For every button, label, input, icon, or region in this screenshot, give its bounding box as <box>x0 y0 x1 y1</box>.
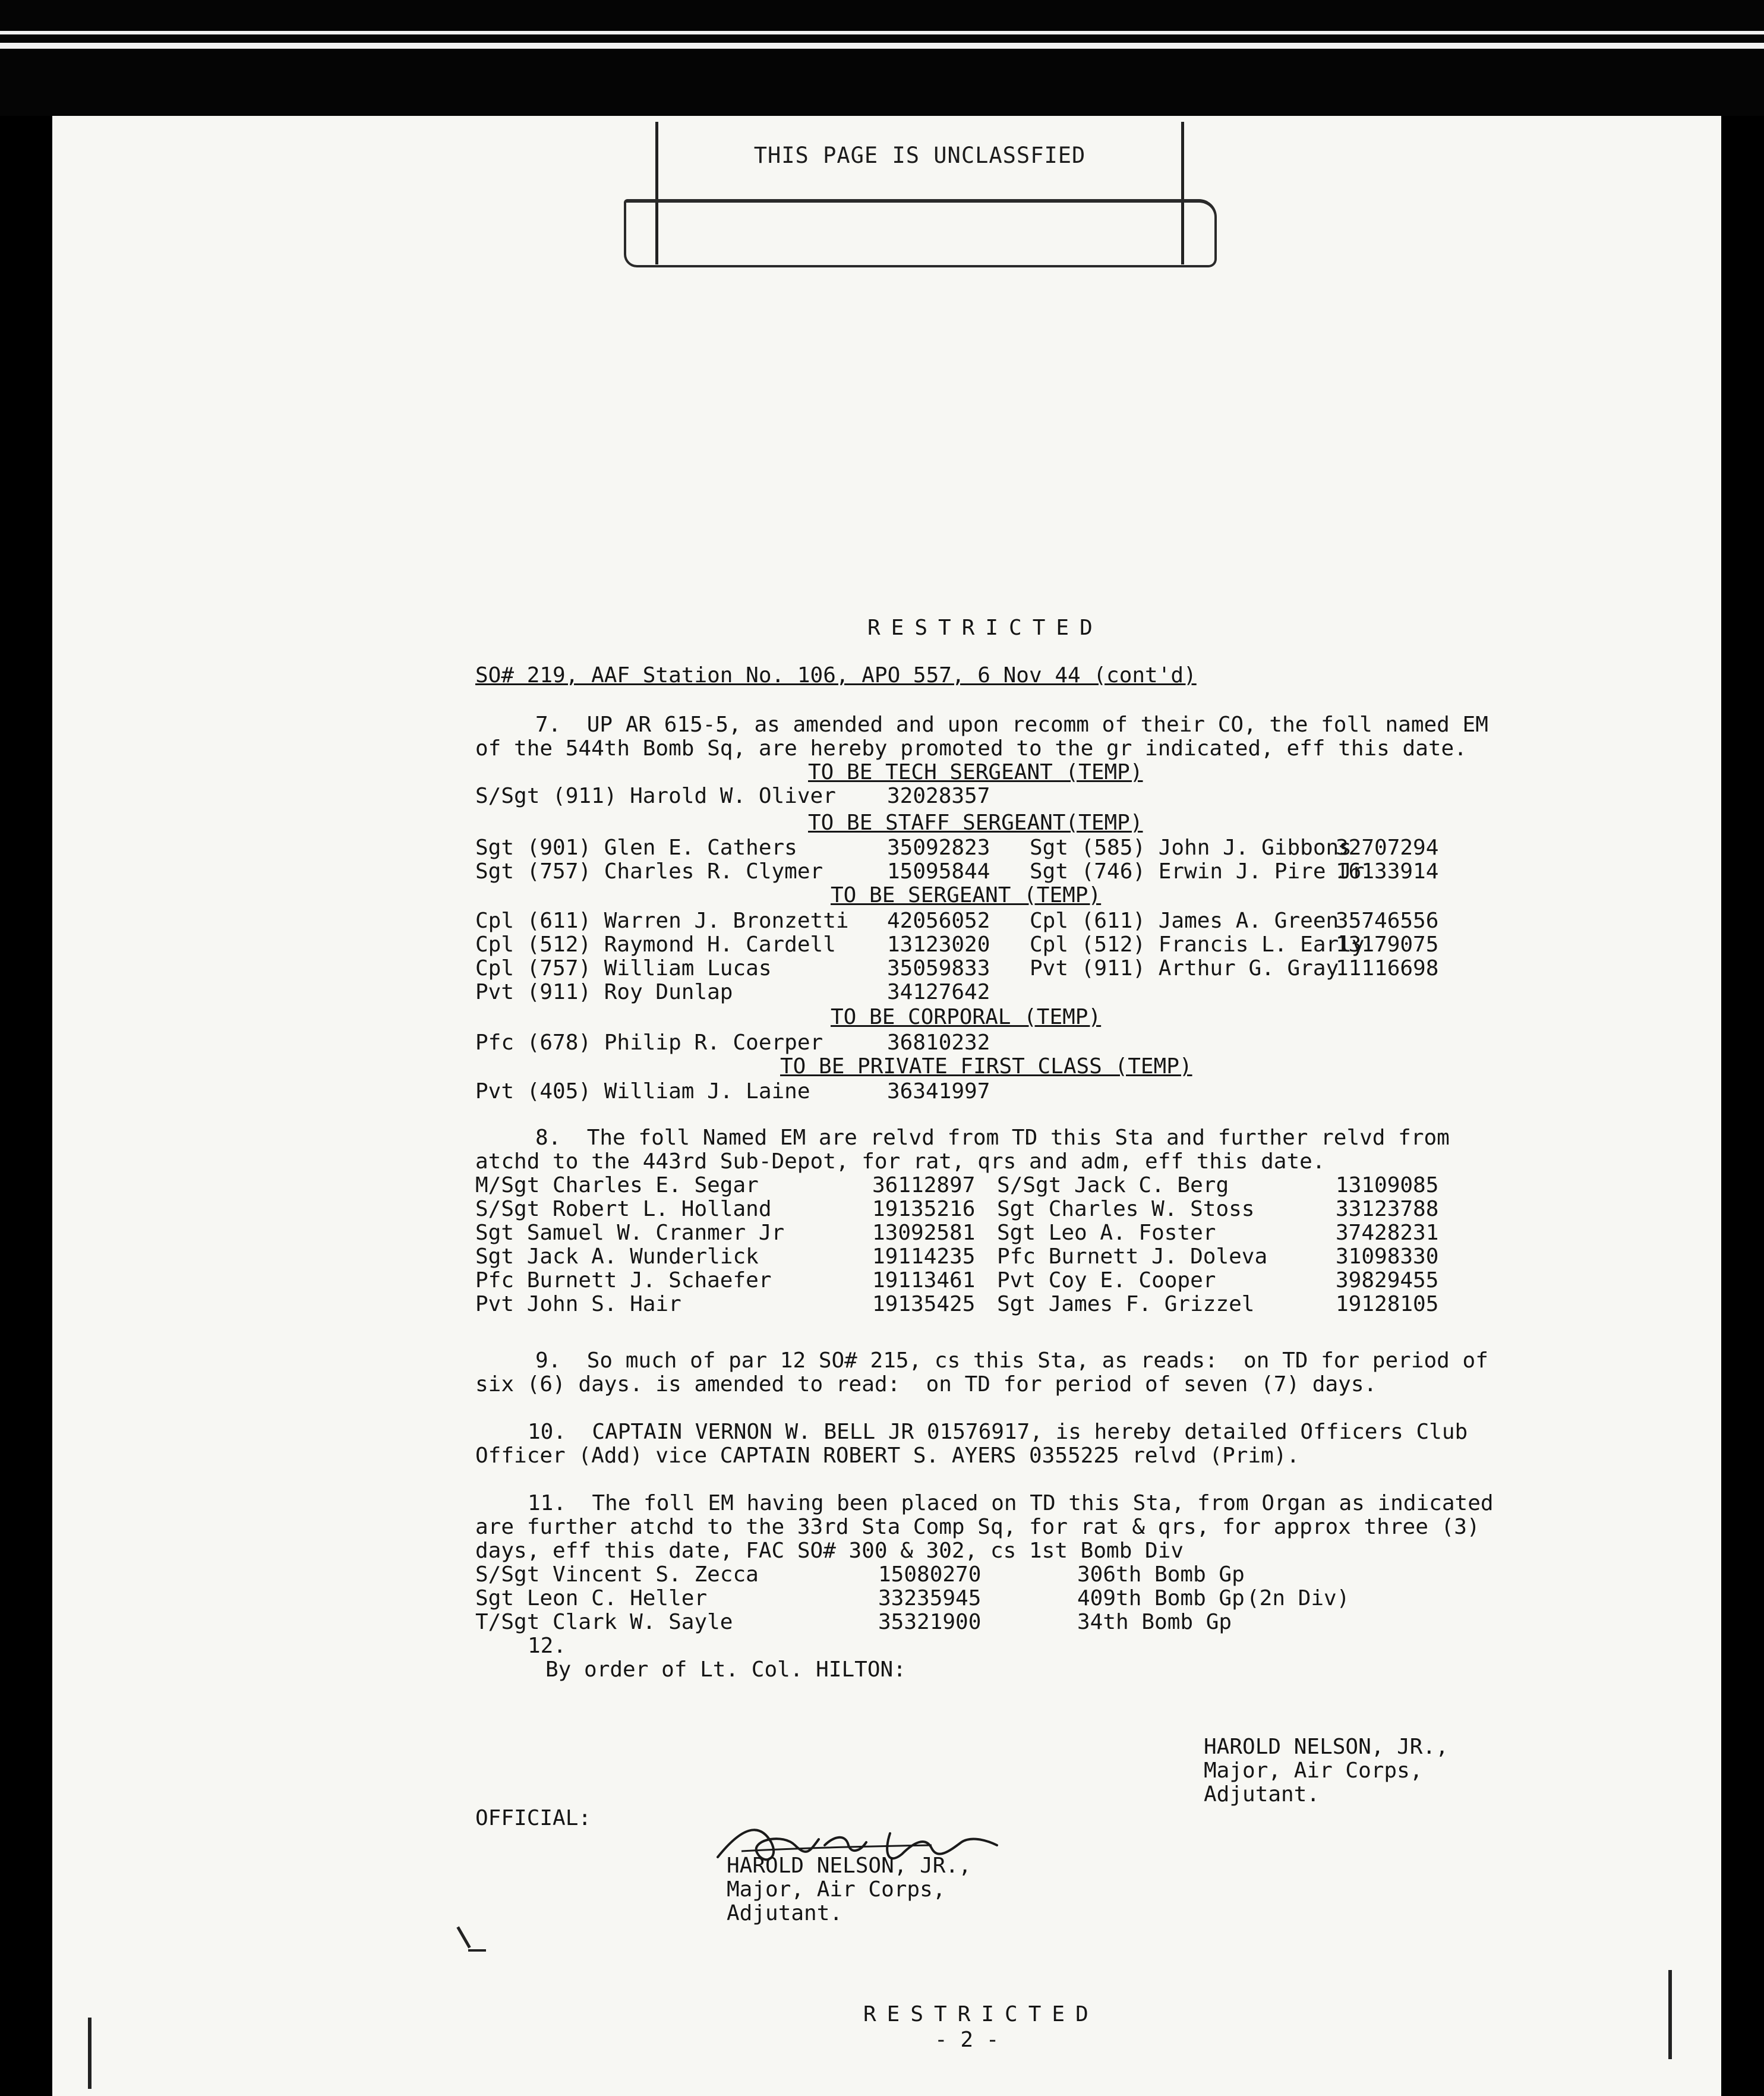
classification-footer: RESTRICTED <box>863 2002 1099 2026</box>
serial-number: 19135216 <box>872 1197 976 1221</box>
document-page <box>52 116 1721 2096</box>
promotion-name: Cpl (611) James A. Green <box>1030 909 1339 933</box>
roster-name: Sgt Samuel W. Cranmer Jr <box>475 1221 785 1245</box>
serial-number: 32707294 <box>1336 836 1439 860</box>
order-line: SO# 219, AAF Station No. 106, APO 557, 6 Nov 44 (cont'd) <box>475 663 1197 688</box>
section-heading: TO BE STAFF SERGEANT(TEMP) <box>808 811 1143 835</box>
para-8-line: 8. The foll Named EM are relvd from TD this Sta and further relvd from <box>535 1126 1450 1150</box>
serial-number: 33235945 <box>878 1586 982 1610</box>
roster-name: Pfc Burnett J. Schaefer <box>475 1268 772 1293</box>
roster-name: Pvt John S. Hair <box>475 1292 681 1316</box>
promotion-name: Sgt (746) Erwin J. Pire Jr <box>1030 859 1365 884</box>
serial-number: 32028357 <box>887 784 990 808</box>
roster-name: S/Sgt Robert L. Holland <box>475 1197 772 1221</box>
stamp-frame <box>624 199 1217 267</box>
promotion-name: Sgt (901) Glen E. Cathers <box>475 836 797 860</box>
stamp-label: THIS PAGE IS UNCLASSFIED <box>753 143 1086 168</box>
scan-artifact <box>1668 1970 1672 2059</box>
serial-number: 42056052 <box>887 909 990 933</box>
promotion-name: Pfc (678) Philip R. Coerper <box>475 1030 823 1055</box>
roster-name: Sgt Leo A. Foster <box>997 1221 1216 1245</box>
promotion-name: Cpl (757) William Lucas <box>475 956 772 981</box>
serial-number: 36810232 <box>887 1030 990 1055</box>
official-label: OFFICIAL: <box>475 1806 592 1830</box>
para-9-line: six (6) days. is amended to read: on TD for period of seven (7) days. <box>475 1372 1377 1397</box>
official-line: Adjutant. <box>727 1901 843 1925</box>
serial-number: 13179075 <box>1336 932 1439 957</box>
serial-number: 13123020 <box>887 932 990 957</box>
para-8-line: atchd to the 443rd Sub-Depot, for rat, qrs and adm, eff this date. <box>475 1149 1326 1174</box>
section-heading: TO BE CORPORAL (TEMP) <box>831 1005 1102 1029</box>
roster-name: Sgt James F. Grizzel <box>997 1292 1255 1316</box>
para-11-line: 11. The foll EM having been placed on TD this Sta, from Organ as indicated <box>528 1491 1494 1515</box>
roster-name: Pvt Coy E. Cooper <box>997 1268 1216 1293</box>
unclassified-stamp <box>655 122 1184 264</box>
official-line: HAROLD NELSON, JR., <box>727 1854 971 1878</box>
promotion-name: Cpl (611) Warren J. Bronzetti <box>475 909 849 933</box>
serial-number: 13109085 <box>1336 1173 1439 1197</box>
official-line: Major, Air Corps, <box>727 1877 946 1902</box>
serial-number: 35746556 <box>1336 909 1439 933</box>
scan-artifact <box>456 1926 471 1948</box>
page-number: - 2 - <box>935 2028 999 2052</box>
unit-name: 34th Bomb Gp <box>1077 1610 1232 1634</box>
signature-line: HAROLD NELSON, JR., <box>1204 1735 1449 1759</box>
serial-number: 39829455 <box>1336 1268 1439 1293</box>
roster-name: S/Sgt Vincent S. Zecca <box>475 1562 759 1587</box>
serial-number: 35092823 <box>887 836 990 860</box>
unit-name: 409th Bomb Gp <box>1077 1586 1245 1610</box>
para-9-line: 9. So much of par 12 SO# 215, cs this Sta, as reads: on TD for period of <box>535 1348 1488 1373</box>
promotion-name: S/Sgt (911) Harold W. Oliver <box>475 784 836 808</box>
roster-name: Sgt Charles W. Stoss <box>997 1197 1255 1221</box>
serial-number: 19135425 <box>872 1292 976 1316</box>
para-11-line: days, eff this date, FAC SO# 300 & 302, cs 1st Bomb Div <box>475 1539 1184 1563</box>
roster-name: T/Sgt Clark W. Sayle <box>475 1610 733 1634</box>
promotion-name: Pvt (911) Roy Dunlap <box>475 980 733 1004</box>
scan-top-border <box>0 0 1764 116</box>
section-heading: TO BE SERGEANT (TEMP) <box>831 883 1102 907</box>
section-heading: TO BE TECH SERGEANT (TEMP) <box>808 760 1143 784</box>
signature-line: Major, Air Corps, <box>1204 1758 1423 1783</box>
signature-line: Adjutant. <box>1204 1782 1320 1807</box>
roster-name: Sgt Leon C. Heller <box>475 1586 708 1610</box>
promotion-name: Pvt (405) William J. Laine <box>475 1079 810 1104</box>
serial-number: 15095844 <box>887 859 990 884</box>
classification-header: RESTRICTED <box>867 616 1103 640</box>
roster-name: Sgt Jack A. Wunderlick <box>475 1244 759 1269</box>
serial-number: 16133914 <box>1336 859 1439 884</box>
serial-number: 19113461 <box>872 1268 976 1293</box>
promotion-name: Sgt (585) John J. Gibbons <box>1030 836 1352 860</box>
paragraph-12-number: 12. <box>528 1634 567 1658</box>
roster-name: Pfc Burnett J. Doleva <box>997 1244 1268 1269</box>
roster-name: M/Sgt Charles E. Segar <box>475 1173 759 1197</box>
roster-name: S/Sgt Jack C. Berg <box>997 1173 1229 1197</box>
promotion-name: Cpl (512) Raymond H. Cardell <box>475 932 836 957</box>
serial-number: 37428231 <box>1336 1221 1439 1245</box>
unit-note: (2n Div) <box>1247 1586 1350 1610</box>
unit-name: 306th Bomb Gp <box>1077 1562 1245 1587</box>
promotion-name: Sgt (757) Charles R. Clymer <box>475 859 823 884</box>
para-11-line: are further atchd to the 33rd Sta Comp Sq, for rat & qrs, for approx three (3) <box>475 1515 1480 1539</box>
serial-number: 35059833 <box>887 956 990 981</box>
serial-number: 33123788 <box>1336 1197 1439 1221</box>
scan-artifact <box>88 2018 91 2089</box>
serial-number: 11116698 <box>1336 956 1439 981</box>
promotion-name: Pvt (911) Arthur G. Gray <box>1030 956 1339 981</box>
serial-number: 36112897 <box>872 1173 976 1197</box>
by-order-line: By order of Lt. Col. HILTON: <box>545 1657 906 1682</box>
serial-number: 19128105 <box>1336 1292 1439 1316</box>
promotion-name: Cpl (512) Francis L. Early <box>1030 932 1365 957</box>
para-10-line: Officer (Add) vice CAPTAIN ROBERT S. AYERS 0355225 relvd (Prim). <box>475 1443 1300 1468</box>
para-7-line: of the 544th Bomb Sq, are hereby promoted to the gr indicated, eff this date. <box>475 736 1467 761</box>
serial-number: 15080270 <box>878 1562 982 1587</box>
section-heading: TO BE PRIVATE FIRST CLASS (TEMP) <box>780 1054 1192 1079</box>
scan-top-rule <box>0 43 1764 49</box>
serial-number: 13092581 <box>872 1221 976 1245</box>
serial-number: 31098330 <box>1336 1244 1439 1269</box>
para-7-line: 7. UP AR 615-5, as amended and upon recomm of their CO, the foll named EM <box>535 713 1488 737</box>
scan-top-rule <box>0 31 1764 34</box>
serial-number: 34127642 <box>887 980 990 1004</box>
serial-number: 35321900 <box>878 1610 982 1634</box>
serial-number: 19114235 <box>872 1244 976 1269</box>
scan-artifact <box>468 1949 486 1952</box>
serial-number: 36341997 <box>887 1079 990 1104</box>
para-10-line: 10. CAPTAIN VERNON W. BELL JR 01576917, is hereby detailed Officers Club <box>528 1420 1468 1444</box>
